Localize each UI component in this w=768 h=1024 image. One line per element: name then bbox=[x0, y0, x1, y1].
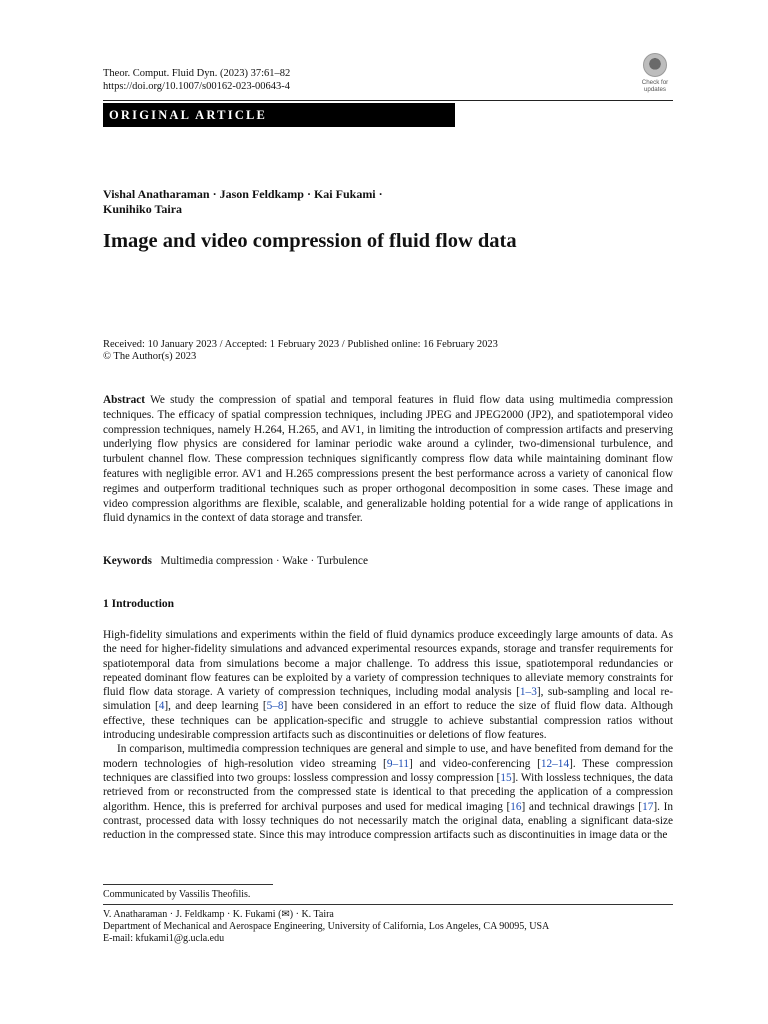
author-name: Jason Feldkamp bbox=[219, 187, 304, 201]
author-list: Vishal Anatharaman · Jason Feldkamp · Kai Fukami · Kunihiko Taira bbox=[103, 187, 383, 216]
contact-email[interactable]: E-mail: kfukami1@g.ucla.edu bbox=[103, 933, 225, 944]
copyright-line: © The Author(s) 2023 bbox=[103, 351, 197, 362]
footnote-divider bbox=[103, 884, 273, 885]
citation-link[interactable]: 1–3 bbox=[519, 686, 537, 699]
journal-meta bbox=[103, 67, 290, 93]
affiliation-divider bbox=[103, 904, 673, 905]
author-name: Vishal Anatharaman bbox=[103, 187, 210, 201]
keywords-text: Multimedia compression · Wake · Turbulence bbox=[160, 555, 368, 567]
abstract-text: We study the compression of spatial and temporal features in fluid flow data using multimedia compression techniques. The efficacy of spatial compression techniques, including JPEG and JPEG2000 (JP2), and spatiotemporal video compression techniques, namely H.264, H.265, and AV1, in limiting the introduction of compression artifacts and preserving underlying flow physics are considered for laminar periodic wake around a cylinder, two-dimensional turbulence, and turbulent channel flow. These compression techniques significantly compress flow data while maintaining dominant flow features with negligible error. AV1 and H.265 compressions present the best performance across a variety of canonical flow regimes and outperform traditional techniques such as proper orthogonal decomposition in some cases. These image and video compression algorithms are flexible, scalable, and generalizable holding potential for a wide range of applications in fluid dynamics in the context of data storage and transfer. bbox=[103, 394, 673, 525]
dates-line: Received: 10 January 2023 / Accepted: 1 February 2023 / Published online: 16 February 2023 bbox=[103, 339, 498, 350]
badge-label: Check for updates bbox=[641, 79, 669, 93]
citation-link[interactable]: 5–8 bbox=[266, 700, 284, 713]
check-for-updates-icon bbox=[643, 53, 667, 77]
author-name: Kai Fukami bbox=[313, 187, 376, 201]
paper-title: Image and video compression of fluid flow data bbox=[103, 230, 517, 252]
citation-link[interactable]: 15 bbox=[500, 771, 512, 784]
communicated-by: Communicated by Vassilis Theofilis. bbox=[103, 889, 251, 900]
affiliation-authors: V. Anatharaman · J. Feldkamp · K. Fukami (✉) · K. Taira bbox=[103, 909, 334, 920]
check-for-updates-badge[interactable] bbox=[636, 53, 674, 91]
paragraph: In comparison, multimedia compression techniques are general and simple to use, and have benefited from demand for the modern technologies of high-resolution video streaming [9–11] and video-conferencing [12–14]. These compression techniques are classified into two groups: lossless compression and lossy compression [15]. With lossless techniques, the data retrieved from or reconstructed from the compressed state is identical to that preceding the application of a compression algorithm. Hence, this is preferred for archival purposes and used for medical imaging [16] and technical drawings [17]. In contrast, processed data with lossy techniques do not necessarily match the original data, enabling a significant data-size reduction in the compressed state. Since this may introduce compression artifacts such as discontinuities in image data or the bbox=[103, 743, 674, 842]
header-divider bbox=[103, 100, 673, 101]
affiliation-block bbox=[103, 909, 549, 945]
citation-link[interactable]: 16 bbox=[510, 800, 522, 813]
section-heading: 1 Introduction bbox=[103, 598, 175, 610]
affiliation-department: Department of Mechanical and Aerospace Engineering, University of California, Los Angeles, CA 90095, USA bbox=[103, 921, 550, 932]
citation-link[interactable]: 12–14 bbox=[540, 757, 570, 770]
doi-link[interactable]: https://doi.org/10.1007/s00162-023-00643-4 bbox=[103, 81, 291, 92]
citation-link[interactable]: 17 bbox=[642, 800, 654, 813]
abstract-label: Abstract bbox=[103, 394, 146, 406]
publication-dates bbox=[103, 339, 498, 363]
journal-citation: Theor. Comput. Fluid Dyn. (2023) 37:61–82 bbox=[103, 68, 291, 79]
author-name: Kunihiko Taira bbox=[103, 202, 183, 216]
article-type-bar: ORIGINAL ARTICLE bbox=[103, 103, 455, 127]
citation-link[interactable]: 4 bbox=[158, 700, 165, 713]
abstract bbox=[103, 393, 673, 526]
citation-link[interactable]: 9–11 bbox=[386, 757, 409, 770]
keywords-label: Keywords bbox=[103, 555, 152, 567]
body-text bbox=[103, 628, 673, 842]
paragraph: High-fidelity simulations and experiments within the field of fluid dynamics produce exceedingly large amounts of data. As the need for higher-fidelity simulations and advanced experimental resources expands, storage and transfer requirements for spatiotemporal data from simulations become a major challenge. To address this issue, spatiotemporal redundancies or repeated dominant flow features can be exploited by a variety of compression techniques to alleviate memory constraints for fluid flow data storage. A variety of compression techniques, including modal analysis [1–3], sub-sampling and local re-simulation [4], and deep learning [5–8] have been considered in an effort to reduce the size of fluid flow data. Although effective, these techniques can be application-specific and struggle to achieve substantial compression ratios without introducing undesirable compression artifacts such as discontinuities or deletions of flow features. bbox=[103, 629, 673, 742]
keywords bbox=[103, 555, 368, 567]
